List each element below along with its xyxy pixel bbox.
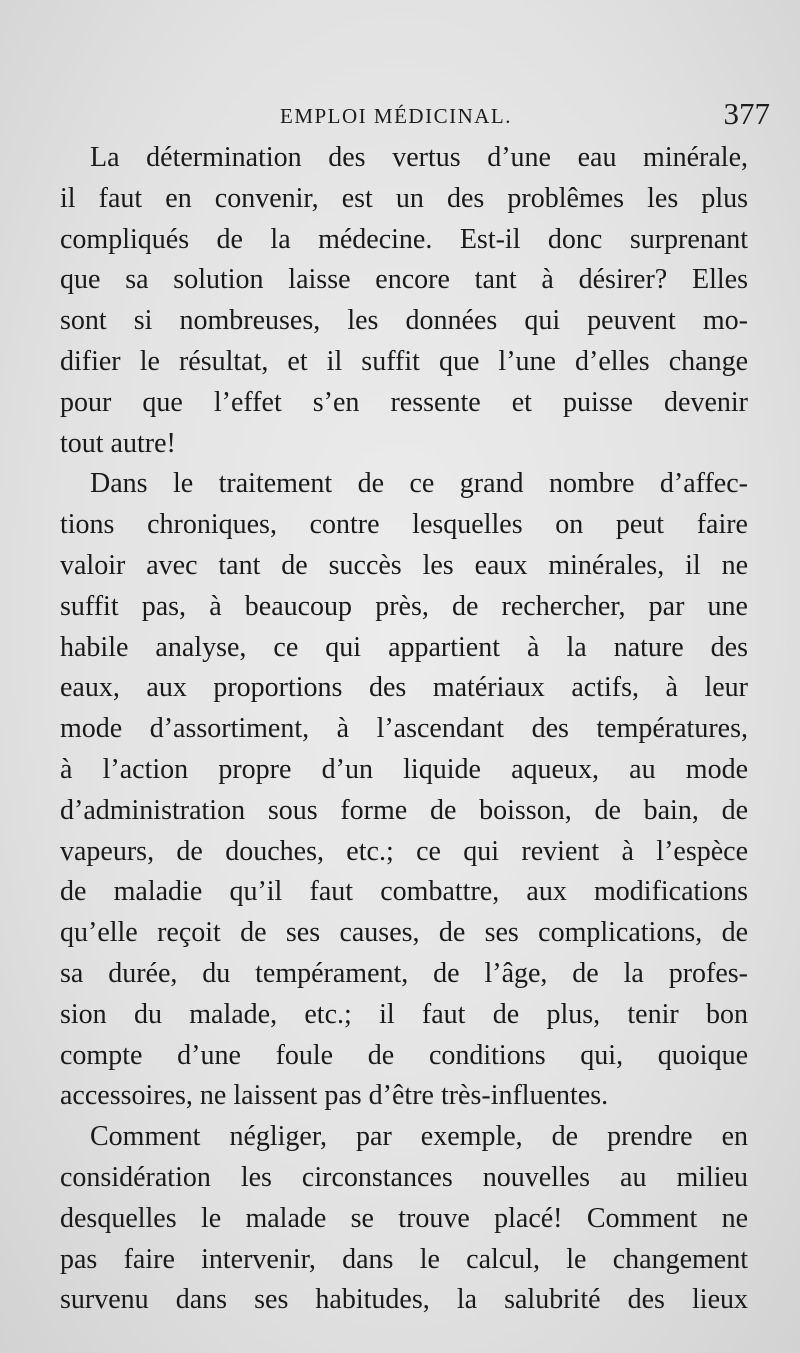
text-line: difier le résultat, et il suffit que l’une d’elles change <box>60 345 748 377</box>
text-line: de maladie qu’il faut combattre, aux modifications <box>60 876 748 908</box>
text-line: habile analyse, ce qui appartient à la nature des <box>60 631 748 663</box>
text-line: considération les circonstances nouvelles au milieu <box>60 1161 748 1193</box>
body-text <box>60 138 748 1321</box>
text-line: pas faire intervenir, dans le calcul, le changement <box>60 1243 748 1275</box>
text-line: Dans le traitement de ce grand nombre d’affec- <box>90 468 748 500</box>
text-line: valoir avec tant de succès les eaux minérales, il ne <box>60 549 748 581</box>
text-line: tout autre! <box>60 427 176 459</box>
text-line: compte d’une foule de conditions qui, quoique <box>60 1039 748 1071</box>
page-header <box>60 92 770 142</box>
text-line: qu’elle reçoit de ses causes, de ses complications, de <box>60 917 748 949</box>
text-line: survenu dans ses habitudes, la salubrité des lieux <box>60 1284 748 1316</box>
paragraph-1 <box>60 138 748 464</box>
paragraph-3 <box>60 1117 748 1321</box>
text-line: accessoires, ne laissent pas d’être très-influentes. <box>60 1080 609 1112</box>
page-number: 377 <box>723 96 770 131</box>
text-line: d’administration sous forme de boisson, de bain, de <box>60 794 748 826</box>
text-line: suffit pas, à beaucoup près, de rechercher, par une <box>60 590 748 622</box>
paragraph-2 <box>60 464 748 1117</box>
text-line: eaux, aux proportions des matériaux actifs, à leur <box>60 672 748 704</box>
running-title: EMPLOI MÉDICINAL. <box>280 104 512 128</box>
text-line: Comment négliger, par exemple, de prendre en <box>90 1121 748 1153</box>
text-line: sion du malade, etc.; il faut de plus, tenir bon <box>60 998 748 1030</box>
text-line: sont si nombreuses, les données qui peuvent mo- <box>60 305 748 337</box>
text-line: mode d’assortiment, à l’ascendant des températures, <box>60 713 748 745</box>
text-line: compliqués de la médecine. Est-il donc surprenant <box>60 223 748 255</box>
text-line: à l’action propre d’un liquide aqueux, au mode <box>60 753 748 785</box>
text-line: sa durée, du tempérament, de l’âge, de la profes- <box>60 957 748 989</box>
text-line: La détermination des vertus d’une eau minérale, <box>90 142 748 173</box>
text-line: desquelles le malade se trouve placé! Comment ne <box>60 1202 748 1234</box>
text-line: pour que l’effet s’en ressente et puisse devenir <box>60 386 748 418</box>
text-line: tions chroniques, contre lesquelles on peut faire <box>60 509 748 541</box>
text-line: que sa solution laisse encore tant à désirer? Elles <box>60 264 748 296</box>
text-line: il faut en convenir, est un des problêmes les plus <box>60 182 748 214</box>
text-line: vapeurs, de douches, etc.; ce qui revient à l’espèce <box>60 835 748 867</box>
